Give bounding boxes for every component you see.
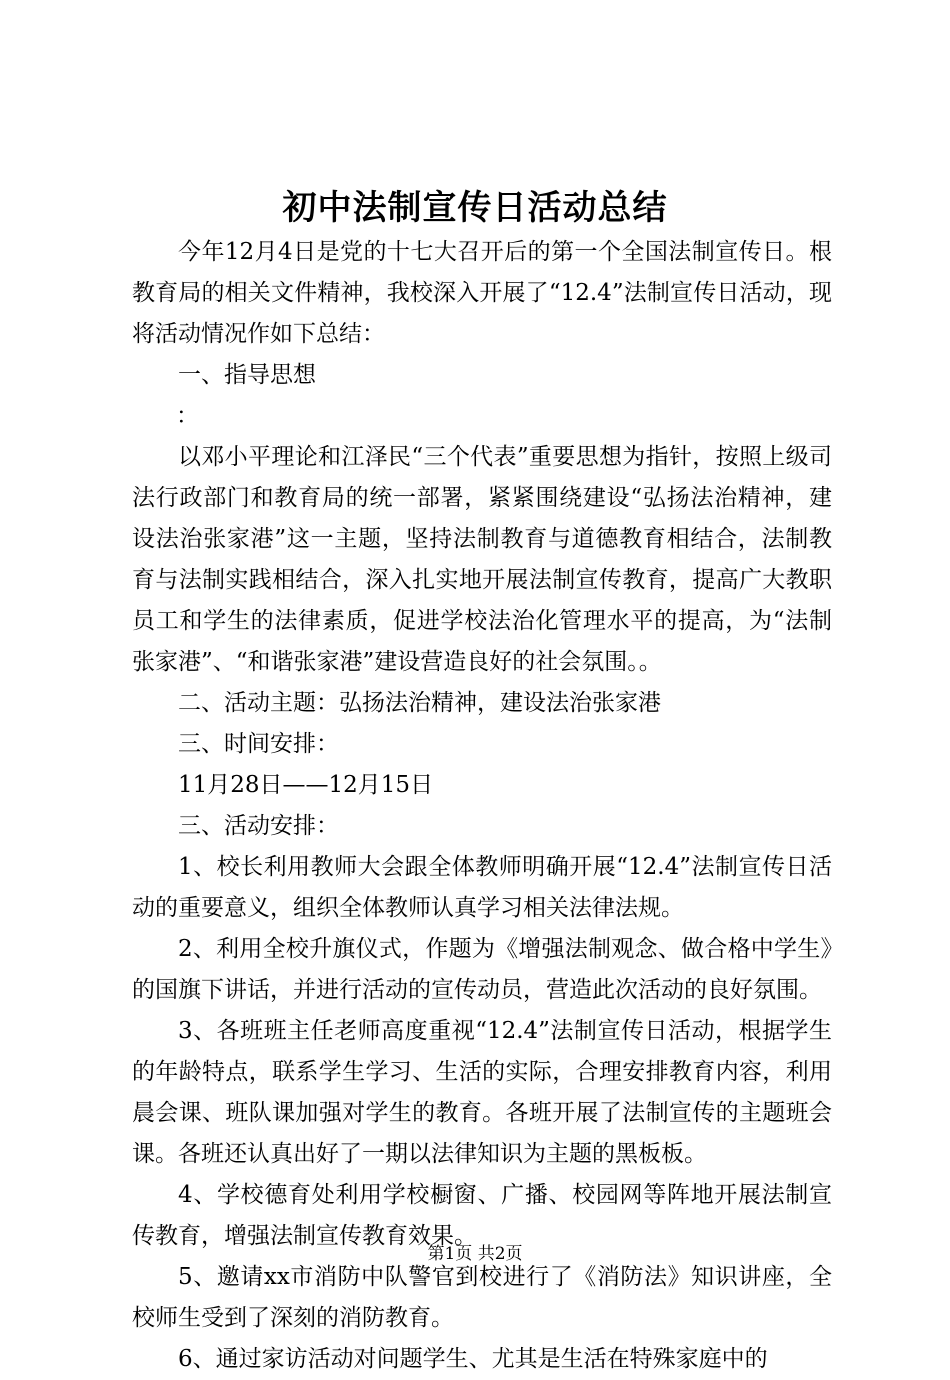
paragraph-item-3: 3、各班班主任老师高度重视“12.4”法制宣传日活动，根据学生的年龄特点，联系学生学习、生活的实际，合理安排教育内容，利用晨会课、班队课加强对学生的教育。各班开展了法制宣传的主题班会课。各班还认真出好了一期以法律知识为主题的黑板板。 xyxy=(132,1018,832,1167)
document-body xyxy=(132,232,832,1380)
heading-schedule: 三、时间安排： xyxy=(178,731,339,757)
paragraph-item-5: 5、邀请xx市消防中队警官到校进行了《消防法》知识讲座，全校师生受到了深刻的消防教育。 xyxy=(132,1264,832,1331)
paragraph-item-1: 1、校长利用教师大会跟全体教师明确开展“12.4”法制宣传日活动的重要意义，组织全体教师认真学习相关法律法规。 xyxy=(132,854,832,921)
heading-activity-arrangement: 三、活动安排： xyxy=(178,813,339,839)
paragraph-colon: ： xyxy=(176,403,199,429)
heading-activity-theme: 二、活动主题：弘扬法治精神，建设法治张家港 xyxy=(178,690,661,716)
paragraph-item-2: 2、利用全校升旗仪式，作题为《增强法制观念、做合格中学生》的国旗下讲话，并进行活动的宣传动员，营造此次活动的良好氛围。 xyxy=(132,936,832,1003)
paragraph-item-6: 6、通过家访活动对问题学生、尤其是生活在特殊家庭中的 xyxy=(178,1346,768,1372)
heading-guiding-ideology: 一、指导思想 xyxy=(178,362,316,388)
page-footer: 第1页 共2页 xyxy=(427,1244,523,1264)
paragraph-intro: 今年12月4日是党的十七大召开后的第一个全国法制宣传日。根教育局的相关文件精神，我校深入开展了“12.4”法制宣传日活动，现将活动情况作如下总结： xyxy=(132,239,832,347)
document-title: 初中法制宣传日活动总结 xyxy=(282,188,668,228)
paragraph-schedule-dates: 11月28日——12月15日 xyxy=(178,772,434,798)
paragraph-item-4: 4、学校德育处利用学校橱窗、广播、校园网等阵地开展法制宣传教育，增强法制宣传教育效果。 xyxy=(132,1182,832,1249)
paragraph-guiding-ideology: 以邓小平理论和江泽民“三个代表”重要思想为指针，按照上级司法行政部门和教育局的统一部署，紧紧围绕建设“弘扬法治精神，建设法治张家港”这一主题，坚持法制教育与道德教育相结合，法制教育与法制实践相结合，深入扎实地开展法制宣传教育，提高广大教职员工和学生的法律素质，促进学校法治化管理水平的提高，为“法制张家港”、“和谐张家港”建设营造良好的社会氛围。。 xyxy=(132,444,832,675)
